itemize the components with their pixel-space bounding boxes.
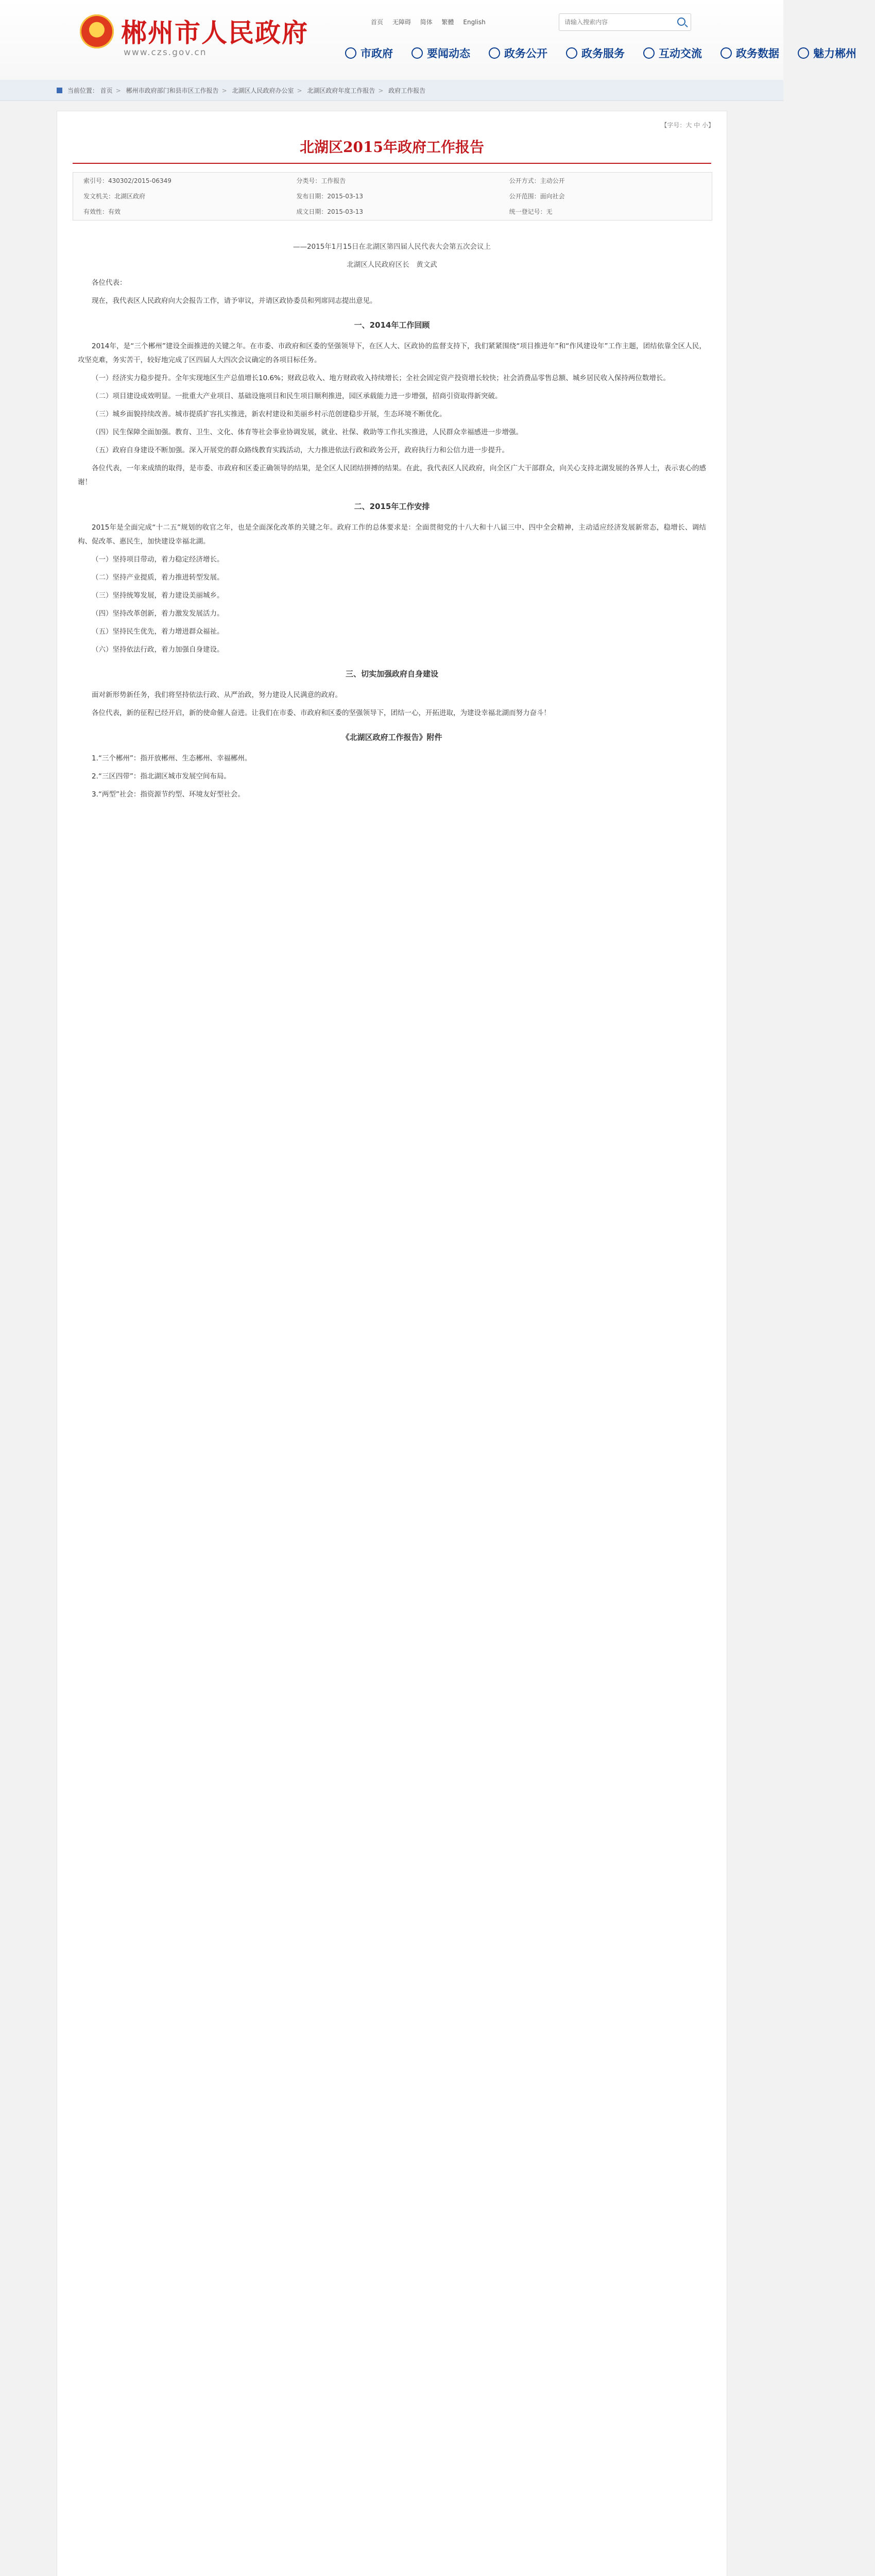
paragraph: 各位代表，一年来成绩的取得，是市委、市政府和区委正确领导的结果，是全区人民团结拼搏的结果。在此，我代表区人民政府，向全区广大干部群众，向关心支持北湖发展的各界人士，表示衷心的感谢！ <box>78 464 706 486</box>
nav-label: 政务公开 <box>504 47 547 60</box>
paragraph: （四）坚持改革创新，着力激发发展活力。 <box>92 609 224 618</box>
top-links <box>371 18 493 26</box>
nav-item-government[interactable] <box>345 45 393 61</box>
metadata-disclosure: 公开方式：主动公开 <box>509 177 565 184</box>
breadcrumb-separator: > <box>221 87 227 94</box>
article-title: 北湖区2015年政府工作报告 <box>300 139 484 156</box>
metadata-table <box>73 172 712 221</box>
metadata-row <box>73 173 712 188</box>
nav-item-news[interactable] <box>411 45 470 61</box>
paragraph: （三）城乡面貌持续改善。城市提质扩容扎实推进，新农村建设和美丽乡村示范创建稳步开展，生态环境不断优化。 <box>92 410 447 418</box>
metadata-validity: 有效性：有效 <box>83 208 121 215</box>
nav-icon <box>798 47 809 59</box>
paragraph: （六）坚持依法行政，着力加强自身建设。 <box>92 646 224 654</box>
nav-icon <box>411 47 423 59</box>
nav-item-interaction[interactable] <box>643 45 702 61</box>
breadcrumb-level3[interactable]: 北湖区政府年度工作报告 <box>307 87 375 94</box>
main-nav <box>345 45 875 61</box>
national-emblem-icon <box>80 14 114 48</box>
nav-label: 政务服务 <box>581 47 625 60</box>
metadata-registration: 统一登记号：无 <box>509 208 553 215</box>
nav-icon <box>720 47 732 59</box>
appendix-heading: 《北湖区政府工作报告》附件 <box>341 733 442 742</box>
search-icon[interactable] <box>677 18 685 26</box>
metadata-written-date: 成文日期：2015-03-13 <box>296 208 364 215</box>
article-body <box>78 240 706 806</box>
toplink-accessibility[interactable]: 无障碍 <box>392 19 411 26</box>
metadata-scope: 公开范围：面向社会 <box>509 192 565 200</box>
nav-label: 互动交流 <box>659 47 702 60</box>
section-heading: 一、2014年工作回顾 <box>354 320 430 330</box>
breadcrumb-level1[interactable]: 郴州市政府部门和县市区工作报告 <box>126 87 219 94</box>
metadata-category: 分类号：工作报告 <box>296 177 346 184</box>
paragraph: （五）政府自身建设不断加强。深入开展党的群众路线教育实践活动，大力推进依法行政和政务公开，政府执行力和公信力进一步提升。 <box>92 446 509 454</box>
salutation: 各位代表： <box>92 279 127 287</box>
toplink-traditional[interactable]: 繁體 <box>441 19 454 26</box>
breadcrumb-current: 政府工作报告 <box>388 87 426 94</box>
breadcrumb-separator: > <box>378 87 384 94</box>
paragraph: （三）坚持统筹发展，着力建设美丽城乡。 <box>92 591 224 600</box>
report-speaker: 北湖区人民政府区长 黄文武 <box>347 261 437 269</box>
paragraph: （一）坚持项目带动，着力稳定经济增长。 <box>92 555 224 564</box>
nav-item-charm[interactable] <box>798 45 856 61</box>
breadcrumb-level2[interactable]: 北湖区人民政府办公室 <box>232 87 294 94</box>
toplink-english[interactable]: English <box>463 19 486 26</box>
opening-paragraph: 现在，我代表区人民政府向大会报告工作，请予审议，并请区政协委员和列席同志提出意见。 <box>92 297 377 305</box>
nav-icon <box>643 47 655 59</box>
site-domain: www.czs.gov.cn <box>124 47 207 58</box>
breadcrumb-bar <box>0 80 783 101</box>
title-divider <box>73 163 711 164</box>
site-header <box>0 0 856 80</box>
search-input[interactable] <box>563 14 668 30</box>
breadcrumb-separator: > <box>297 87 302 94</box>
breadcrumb <box>57 86 425 95</box>
toplink-simplified[interactable]: 简体 <box>420 19 433 26</box>
breadcrumb-separator: > <box>115 87 121 94</box>
metadata-publish-date: 发布日期：2015-03-13 <box>296 192 364 200</box>
metadata-issuer: 发文机关：北湖区政府 <box>83 192 146 200</box>
paragraph: （二）项目建设成效明显。一批重大产业项目、基础设施项目和民生项目顺利推进，园区承载能力进一步增强，招商引资取得新突破。 <box>92 392 502 400</box>
report-subhead: ——2015年1月15日在北湖区第四届人民代表大会第五次会议上 <box>293 243 491 251</box>
paragraph: 2015年是全面完成“十二五”规划的收官之年，也是全面深化改革的关键之年。政府工作的总体要求是：全面贯彻党的十八大和十八届三中、四中全会精神，主动适应经济发展新常态，稳增长、调结构、促改革、惠民生，加快建设幸福北湖。 <box>78 523 706 546</box>
nav-label: 市政府 <box>361 47 393 60</box>
nav-label: 政务数据 <box>736 47 779 60</box>
section-heading: 三、切实加强政府自身建设 <box>345 669 438 679</box>
breadcrumb-home[interactable]: 首页 <box>100 87 113 94</box>
site-title[interactable]: 郴州市人民政府 <box>121 18 308 48</box>
paragraph: （二）坚持产业提质，着力推进转型发展。 <box>92 573 224 582</box>
font-size-switcher[interactable]: 【字号：大 中 小】 <box>661 122 714 129</box>
nav-item-data[interactable] <box>720 45 779 61</box>
appendix-item: 3.“两型”社会：指资源节约型、环境友好型社会。 <box>92 790 245 799</box>
metadata-index: 索引号：430302/2015-06349 <box>83 177 171 184</box>
toplink-home[interactable]: 首页 <box>371 19 384 26</box>
search-box <box>559 13 691 31</box>
breadcrumb-prefix: 当前位置： <box>67 87 98 94</box>
nav-icon <box>345 47 356 59</box>
nav-item-disclosure[interactable] <box>489 45 547 61</box>
paragraph: 2014年，是“三个郴州”建设全面推进的关键之年。在市委、市政府和区委的坚强领导下，在区人大、区政协的监督支持下，我们紧紧围绕“项目推进年”和“作风建设年”工作主题，团结依靠全区人民，攻坚克难，务实苦干，较好地完成了区四届人大四次会议确定的各项目标任务。 <box>78 342 706 364</box>
article-panel <box>57 111 727 2576</box>
home-icon <box>57 88 62 93</box>
paragraph: （四）民生保障全面加强。教育、卫生、文化、体育等社会事业协调发展，就业、社保、救助等工作扎实推进，人民群众幸福感进一步增强。 <box>92 428 523 436</box>
section-heading: 二、2015年工作安排 <box>354 502 430 511</box>
metadata-row <box>73 204 712 219</box>
paragraph: 各位代表，新的征程已经开启，新的使命催人奋进。让我们在市委、市政府和区委的坚强领导下，团结一心，开拓进取，为建设幸福北湖而努力奋斗！ <box>92 709 551 717</box>
nav-icon <box>489 47 500 59</box>
paragraph: （一）经济实力稳步提升。全年实现地区生产总值增长10.6%；财政总收入、地方财政收入持续增长；全社会固定资产投资增长较快；社会消费品零售总额、城乡居民收入保持两位数增长。 <box>92 374 670 382</box>
metadata-row <box>73 188 712 204</box>
nav-label: 魅力郴州 <box>813 47 856 60</box>
paragraph: （五）坚持民生优先，着力增进群众福祉。 <box>92 628 224 636</box>
paragraph: 面对新形势新任务，我们将坚持依法行政、从严治政，努力建设人民满意的政府。 <box>92 691 342 699</box>
nav-label: 要闻动态 <box>427 47 470 60</box>
appendix-item: 1.“三个郴州”：指开放郴州、生态郴州、幸福郴州。 <box>92 754 252 762</box>
appendix-item: 2.“三区四带”：指北湖区城市发展空间布局。 <box>92 772 231 781</box>
nav-item-services[interactable] <box>566 45 625 61</box>
nav-icon <box>566 47 577 59</box>
